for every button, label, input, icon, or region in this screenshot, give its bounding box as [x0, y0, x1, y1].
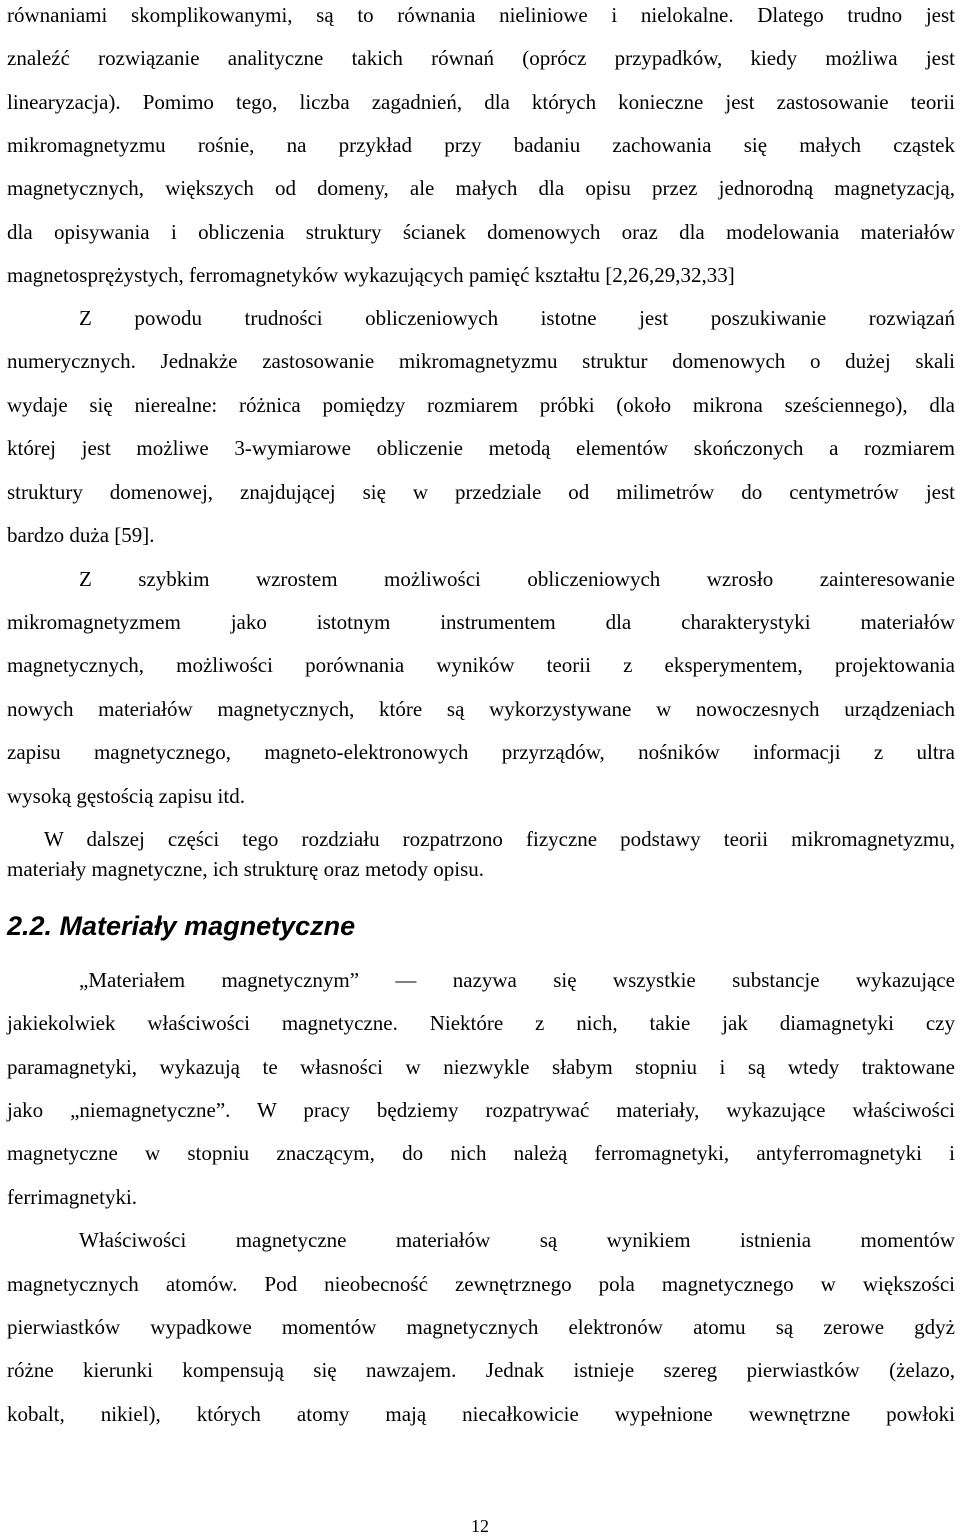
text-line: Właściwości magnetyczne materiałów są wynikiem istnienia momentów: [79, 1228, 955, 1252]
text-line: struktury domenowej, znajdującej się w przedziale od milimetrów do centymetrów jest: [7, 480, 955, 504]
section-heading: 2.2. Materiały magnetyczne: [7, 911, 356, 941]
text-line: której jest możliwe 3-wymiarowe obliczenie metodą elementów skończonych a rozmiarem: [7, 436, 955, 460]
text-line: mikromagnetyzmu rośnie, na przykład przy badaniu zachowania się małych cząstek: [7, 133, 955, 157]
text-line: linearyzacja). Pomimo tego, liczba zagadnień, dla których konieczne jest zastosowanie teorii: [7, 90, 955, 114]
text-line: magnetycznych, możliwości porównania wyników teorii z eksperymentem, projektowania: [7, 653, 955, 677]
text-line: bardzo duża [59].: [7, 523, 155, 547]
text-line: magnetycznych atomów. Pod nieobecność zewnętrznego pola magnetycznego w większości: [7, 1272, 955, 1296]
text-line: materiały magnetyczne, ich strukturę oraz metody opisu.: [7, 857, 485, 881]
text-line: „Materiałem magnetycznym” — nazywa się wszystkie substancje wykazujące: [79, 968, 955, 992]
text-line: paramagnetyki, wykazują te własności w niezwykle słabym stopniu i są wtedy traktowane: [7, 1055, 955, 1079]
text-line: jakiekolwiek właściwości magnetyczne. Niektóre z nich, takie jak diamagnetyki czy: [7, 1011, 955, 1035]
text-line: ferrimagnetyki.: [7, 1185, 138, 1209]
text-line: magnetosprężystych, ferromagnetyków wykazujących pamięć kształtu [2,26,29,32,33]: [7, 263, 735, 287]
text-line: dla opisywania i obliczenia struktury ścianek domenowych oraz dla modelowania materiałów: [7, 220, 955, 244]
text-line: wysoką gęstością zapisu itd.: [7, 784, 245, 808]
text-line: pierwiastków wypadkowe momentów magnetycznych elektronów atomu są zerowe gdyż: [7, 1315, 955, 1339]
text-line: wydaje się nierealne: różnica pomiędzy rozmiarem próbki (około mikrona sześciennego), dla: [7, 393, 955, 417]
page-number: 12: [471, 1516, 489, 1536]
text-line: numerycznych. Jednakże zastosowanie mikromagnetyzmu struktur domenowych o dużej skali: [7, 349, 955, 373]
text-line: Z szybkim wzrostem możliwości obliczeniowych wzrosło zainteresowanie: [79, 567, 955, 591]
text-line: Z powodu trudności obliczeniowych istotne jest poszukiwanie rozwiązań: [79, 306, 955, 330]
text-line: zapisu magnetycznego, magneto-elektronowych przyrządów, nośników informacji z ultra: [7, 740, 955, 764]
text-line: jako „niemagnetyczne”. W pracy będziemy rozpatrywać materiały, wykazujące właściwości: [7, 1098, 955, 1122]
text-line: nowych materiałów magnetycznych, które są wykorzystywane w nowoczesnych urządzeniach: [7, 697, 955, 721]
text-line: magnetycznych, większych od domeny, ale małych dla opisu przez jednorodną magnetyzacją,: [7, 176, 955, 200]
text-line: W dalszej części tego rozdziału rozpatrzono fizyczne podstawy teorii mikromagnetyzmu,: [44, 827, 955, 851]
text-line: mikromagnetyzmem jako istotnym instrumentem dla charakterystyki materiałów: [7, 610, 955, 634]
text-line: równaniami skomplikowanymi, są to równania nieliniowe i nielokalne. Dlatego trudno jest: [7, 3, 955, 27]
text-line: znaleźć rozwiązanie analityczne takich równań (oprócz przypadków, kiedy możliwa jest: [7, 46, 955, 70]
text-line: magnetyczne w stopniu znaczącym, do nich należą ferromagnetyki, antyferromagnetyki i: [7, 1141, 955, 1165]
text-line: kobalt, nikiel), których atomy mają niecałkowicie wypełnione wewnętrzne powłoki: [7, 1402, 955, 1426]
text-line: różne kierunki kompensują się nawzajem. Jednak istnieje szereg pierwiastków (żelazo,: [7, 1358, 955, 1382]
